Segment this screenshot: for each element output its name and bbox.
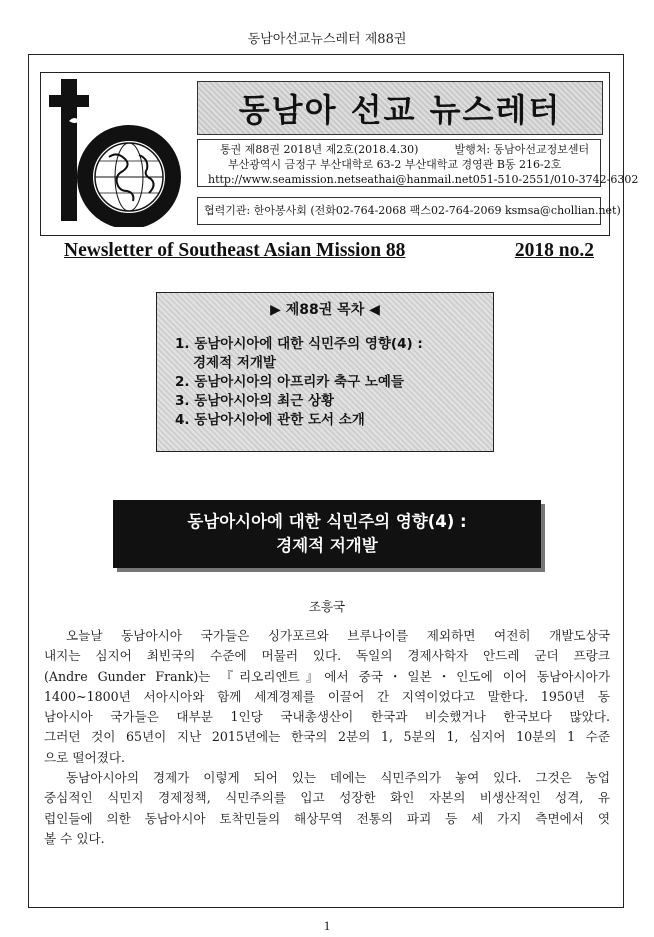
paragraph-1: 오늘날 동남아시아 국가들은 싱가포르와 브루나이를 제외하면 여전히 개발도상국 내지는 심지어 최빈국의 수준에 머물러 있다. 독일의 경제사학자 안드레 군더 프랑크 (Andre Gunder Frank)는 『리오리엔트』에서 중국・일본・인도에 이어 동남아시아가 1400~1800년 서아시아와 함께 세계경제를 이끌어 간 지역이었다고 말한다. 1950년 동 남아시아 국가들은 대부분 1인당 국내총생산이 한국과 비슷했거나 한국보다 많았다. 그러던 것이 65년이 지난 2015년에는 한국의 2분의 1, 5분의 1, 심지어 10분의 1 수준 으로 떨어졌다. [44, 628, 610, 765]
masthead [40, 72, 639, 236]
volume-info: 통권 제88권 2018년 제2호(2018.4.30) [220, 143, 419, 156]
newsletter-issue: 2018 no.2 [514, 240, 594, 261]
article-author: 조흥국 [308, 599, 346, 614]
table-of-contents [156, 292, 494, 452]
running-header: 동남아선교뉴스레터 제88권 [247, 32, 407, 47]
paragraph-2: 동남아시아의 경제가 이렇게 되어 있는 데에는 식민주의가 놓여 있다. 그것은 농업 중심적인 식민지 경제정책, 식민주의를 입고 성장한 화인 자본의 비생산적인 성격, 유 럽인들에 의한 동남아시아 토착민들의 해상무역 전통의 파괴 등 세 가지 측면에서 엿 볼 수 있다. [44, 770, 610, 846]
cooperating-org: 협력기관: 한아봉사회 (전화02-764-2068 팩스02-764-2069 ksmsa@chollian.net) [197, 197, 601, 225]
address-info: 부산광역시 금정구 부산대학로 63-2 부산대학교 경영관 B동 216-2호 [228, 158, 562, 171]
article-title: 동남아시아에 대한 식민주의 영향(4) : 경제적 저개발 [113, 500, 541, 568]
toc-item[interactable]: 4. 동남아시아에 관한 도서 소개 [175, 412, 365, 428]
toc-heading: ▶ 제88권 목차 ◀ [270, 302, 380, 318]
cross-globe-logo-icon [47, 77, 187, 227]
toc-item[interactable]: 1. 동남아시아에 대한 식민주의 영향(4) : 경제적 저개발 [175, 336, 423, 371]
newsletter-title-line [64, 240, 594, 262]
page-number: 1 [323, 918, 331, 933]
publication-info [197, 139, 639, 187]
toc-list [157, 335, 493, 430]
toc-item[interactable]: 2. 동남아시아의 아프리카 축구 노예들 [175, 374, 404, 390]
phone-info: 051-510-2551/010-3742-6302 [472, 173, 639, 186]
email-link[interactable]: seathai@hanmail.net [355, 173, 473, 186]
masthead-title: 동남아 선교 뉴스레터 [238, 91, 562, 129]
publisher-info: 발행처: 동남아선교정보센터 [454, 143, 590, 156]
newsletter-title: Newsletter of Southeast Asian Mission 88 [64, 240, 406, 261]
website-link[interactable]: http://www.seamission.net [208, 173, 356, 186]
article-body [44, 626, 610, 849]
toc-item[interactable]: 3. 동남아시아의 최근 상황 [175, 393, 335, 409]
masthead-title-box [197, 81, 603, 135]
